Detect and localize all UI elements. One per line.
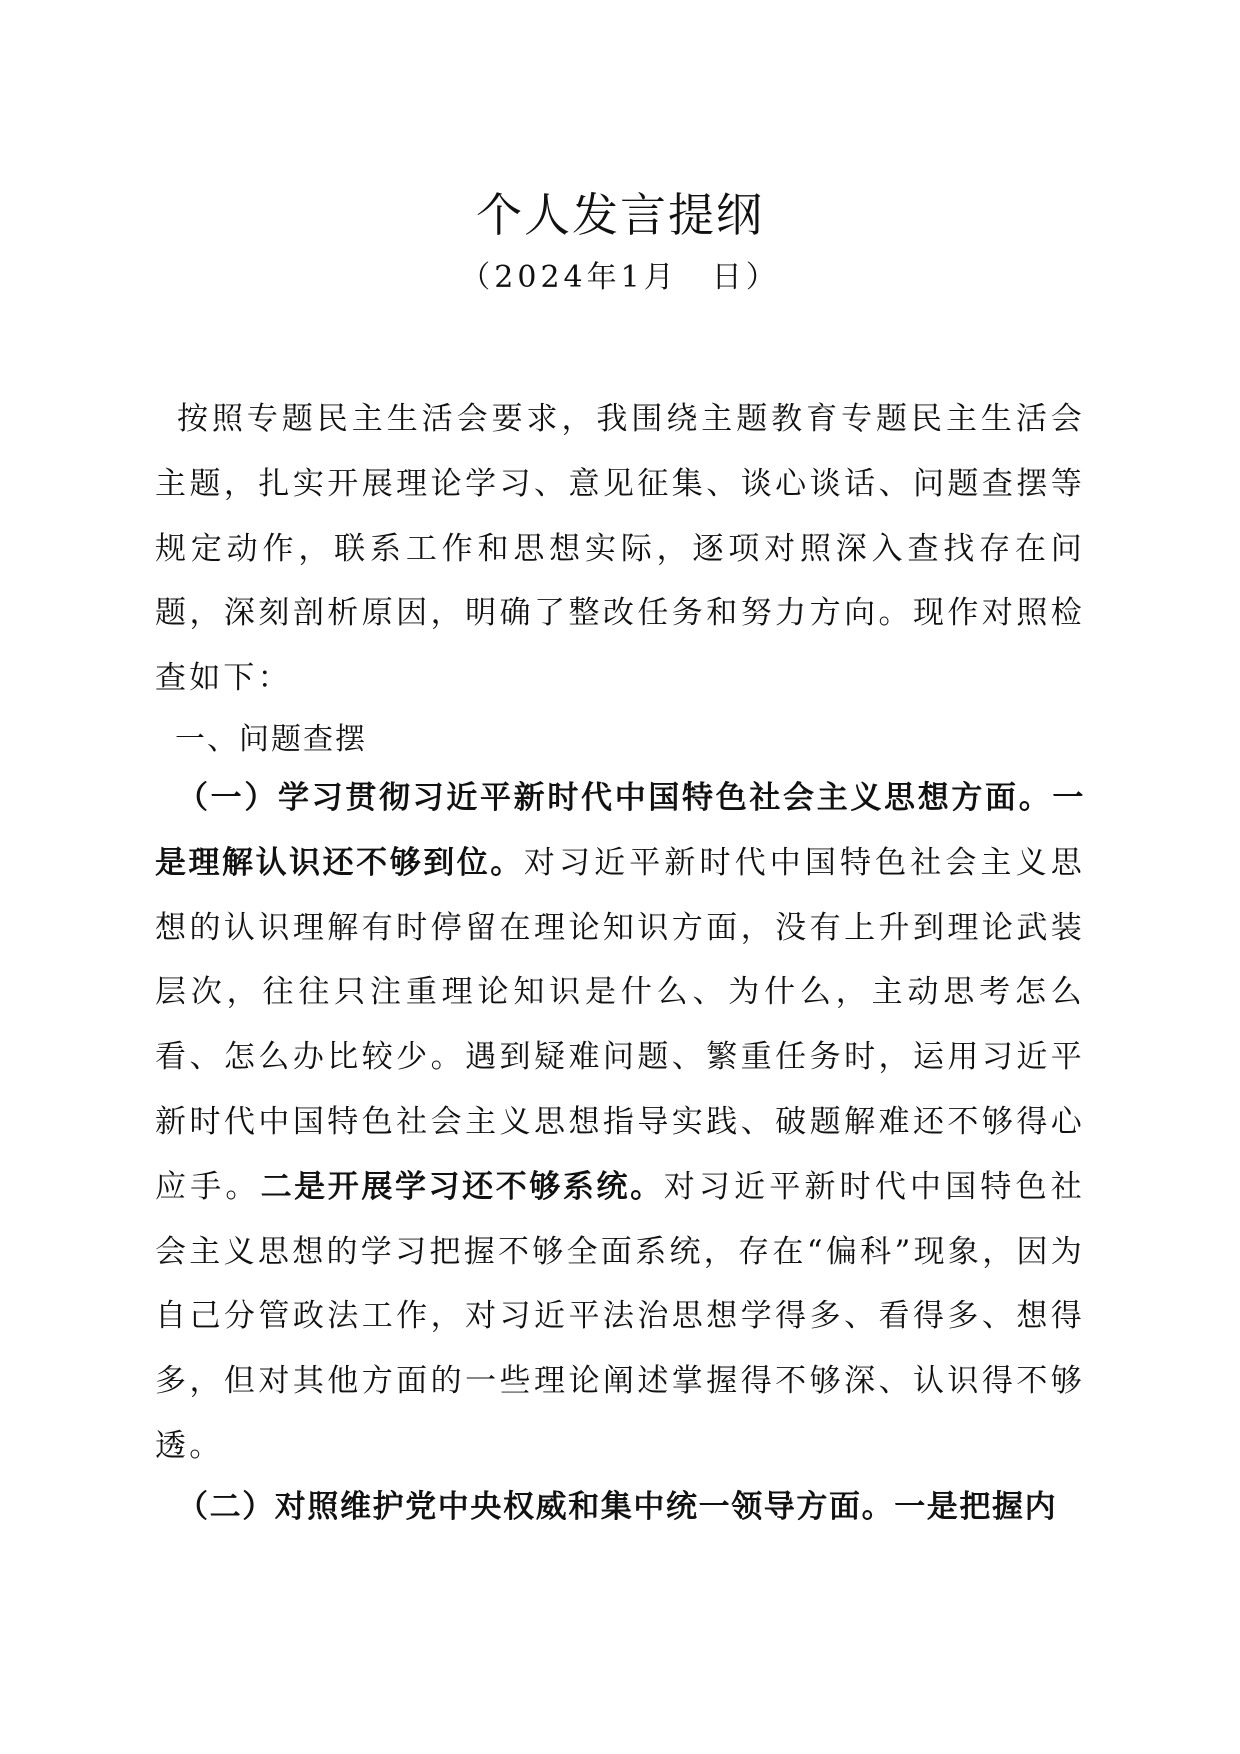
paragraph-study-thought <box>155 766 1085 1479</box>
point-title-systematic: 二是开展学习还不够系统。 <box>260 1168 664 1205</box>
document-date: （2024年1月 日） <box>460 260 780 295</box>
paragraph-authority <box>155 1475 1085 1540</box>
point-title-grasp: 一是把握内 <box>894 1489 1058 1525</box>
subsection-heading-authority: （二）对照维护党中央权威和集中统一领导方面。 <box>177 1489 895 1525</box>
document-title: 个人发言提纲 <box>476 188 764 242</box>
point-text-systematic: 对习近平新时代中国特色社会主义思想的学习把握不够全面系统，存在“偏科”现象，因为自己分管政法工作，对习近平法治思想学得多、看得多、想得多，但对其他方面的一些理论阐述掌握得不够深、认识得不够透。 <box>155 1168 1085 1464</box>
subsection-heading-study: （一）学习贯彻习近平新时代中国特色社会主义思想方面。 <box>177 780 1053 816</box>
intro-paragraph: 按照专题民主生活会要求，我围绕主题教育专题民主生活会主题，扎实开展理论学习、意见征集、谈心谈话、问题查摆等规定动作，联系工作和思想实际，逐项对照深入查找存在问题，深刻剖析原因，明确了整改任务和努力方向。现作对照检查如下： <box>155 401 1085 697</box>
point-text-understanding: 对习近平新时代中国特色社会主义思想的认识理解有时停留在理论知识方面，没有上升到理论武装层次，往往只注重理论知识是什么、为什么，主动思考怎么看、怎么办比较少。遇到疑难问题、繁重任务时，运用习近平新时代中国特色社会主义思想指导实践、破题解难还不够得心应手。 <box>155 844 1085 1205</box>
point-title-understanding: 一是理解认识还不够到位。 <box>155 780 1085 881</box>
section-heading-problems: 一、问题查摆 <box>175 722 367 757</box>
